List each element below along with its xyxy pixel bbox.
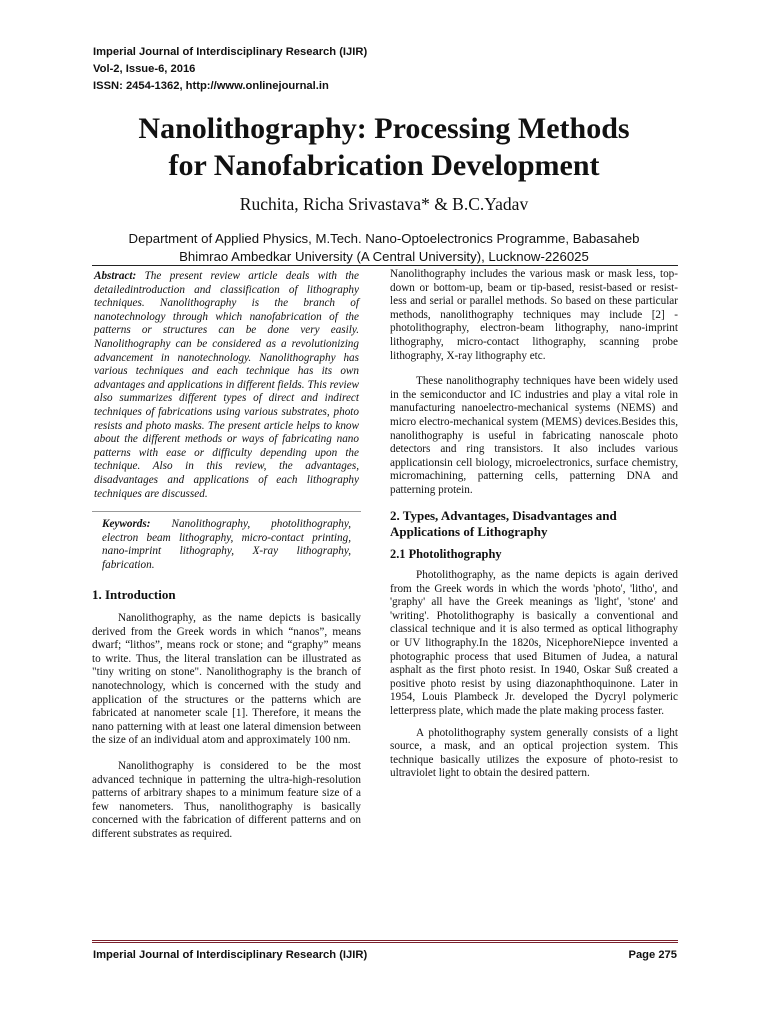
footer-divider <box>92 940 678 943</box>
intro-heading: 1. Introduction <box>92 587 176 603</box>
abstract-label: Abstract: <box>94 270 137 282</box>
section-2-1-heading: 2.1 Photolithography <box>390 546 502 561</box>
issn-text: ISSN: 2454-1362, <box>93 80 186 92</box>
keywords <box>92 518 361 572</box>
paper-authors: Ruchita, Richa Srivastava* & B.C.Yadav <box>239 194 529 214</box>
paragraph-gap <box>390 363 678 375</box>
photolithography-paragraph-1: Photolithography, as the name depicts is again derived from the Greek words in which the words 'photo', 'litho', and 'graphy' all have the Greek meanings as 'light', 'stone' and 'writing'. Photolithography is basically a conventional and classical technique and it is also termed as optical lithography or UV lithography.In the 1820s, NicephoreNiepce invented a photographic process that used Bitumen of Judea, a natural asphalt as the first photo resist. In 1940, Oskar Suß created a positive photo resist by using diazonaphthoquinone. Later in 1954, Louis Plambeck Jr. developed the Dycryl polymeric letterpress plate, which made the plate making process faster. <box>390 569 678 718</box>
paper-affiliation <box>100 230 668 266</box>
journal-volume: Vol-2, Issue-6, 2016 <box>93 63 196 75</box>
intro-paragraph-1: Nanolithography, as the name depicts is basically derived from the Greek words in which “nanos”, means dwarf; “lithos”, means rock or stone; and “graphy” means to write. Thus, the literal translation can be illustrated as "tiny writing on stone". Nanolithography is the branch of nanotechnology, which is concerned with the study and application of the structures or the patterns which are fabricated at nanometer scale [1]. Therefore, it means the nano patterning with at least one lateral dimension between the size of an individual atom and approximately 100 nm. <box>92 612 361 747</box>
left-column <box>92 270 361 842</box>
affiliation-line-2: Bhimrao Ambedkar University (A Central University), Lucknow-226025 <box>179 249 589 264</box>
intro-paragraph-2: Nanolithography is considered to be the most advanced technique in patterning the ultra-high-resolution patterns of arbitrary shapes to a minimum feature size of a few nanometers. Thus, nanolithography is basically concerned with the fabrication of different patterns and on different substrates as required. <box>92 760 361 840</box>
section-2-heading: 2. Types, Advantages, Disadvantages and Applications of Lithography <box>390 507 617 539</box>
keywords-text: Nanolithography, photolithography, electron beam lithography, micro-contact printing, nano-imprint lithography, X-ray lithography, fabrication. <box>102 518 351 571</box>
abstract-text: The present review article deals with the detailedintroduction and classification of lithography techniques. Nanolithography is the branch of nanotechnology through which nanofabrication of the patterns or structures can be done very easily. Nanolithography can be considered as a revolutionizing advancement in nanotechnology. Nanolithography has various techniques and each technique has its own advantages and applications in different fields. This review also summarizes different types of direct and indirect techniques of fabrications using various substrates, photo resists and photo masks. The present article helps to know about the different methods or ways of fabricating nano patterns with ease or difficulty depending upon the technique. Also in this review, the advantages, disadvantages and applications of each lithography techniques are discussed. <box>94 270 359 500</box>
right-paragraph-2: These nanolithography techniques have been widely used in the semiconductor and IC industries and play a vital role in manufacturing nanoelectro-mechanical systems (NEMS) and micro electro-mechanical system (MEMS) devices.Besides this, nanolithography is useful in fabricating nanoscale photo detectors and ring transistors. It also includes various applicationsin cell biology, microelectronics, surface chemistry, micromachining, patterning cells, patterning DNA and patterning protein. <box>390 375 678 496</box>
journal-name: Imperial Journal of Interdisciplinary Research (IJIR) <box>93 46 368 58</box>
paragraph-gap <box>92 748 361 760</box>
journal-url[interactable]: http://www.onlinejournal.in <box>185 80 329 92</box>
keywords-divider <box>92 511 361 512</box>
abstract <box>92 270 361 501</box>
footer-journal: Imperial Journal of Interdisciplinary Research (IJIR) <box>93 949 368 961</box>
header-divider <box>92 265 678 266</box>
page-number: Page 275 <box>628 949 677 961</box>
journal-header <box>93 44 367 95</box>
right-paragraph-1: Nanolithography includes the various mask or mask less, top-down or bottom-up, beam or tip-based, resist-based or resist-less and serial or parallel methods. So based on these particular methods, nanolithography techniques may include [2] -photolithography, electron-beam lithography, nano-imprint lithography, micro-contact lithography, scanning probe lithography, X-ray lithography etc. <box>390 268 678 362</box>
title-line-2: for Nanofabrication Development <box>168 149 600 182</box>
paper-title <box>40 110 728 184</box>
title-line-1: Nanolithography: Processing Methods <box>138 112 630 145</box>
keywords-label: Keywords: <box>102 518 151 531</box>
journal-issn <box>93 78 367 95</box>
paragraph-gap <box>390 719 678 727</box>
right-column <box>390 268 678 781</box>
affiliation-line-1: Department of Applied Physics, M.Tech. Nano-Optoelectronics Programme, Babasaheb <box>128 231 640 246</box>
photolithography-paragraph-2: A photolithography system generally consists of a light source, a mask, and an optical projection system. This technique basically utilizes the exposure of photo-resist to ultraviolet light to obtain the desired pattern. <box>390 726 678 780</box>
